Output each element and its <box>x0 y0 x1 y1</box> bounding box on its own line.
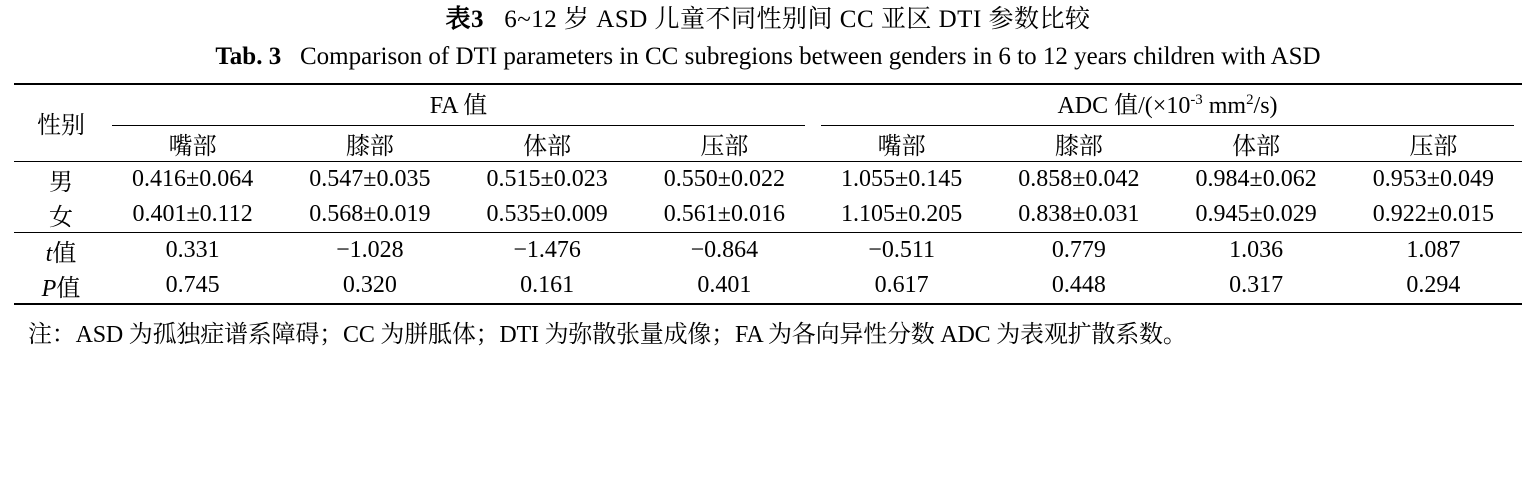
data-table <box>14 83 1522 305</box>
cell-p-adc-rostrum: 0.617 <box>813 268 990 304</box>
sub-header-adc-splenium: 压部 <box>1409 133 1458 160</box>
cell-male-fa-genu: 0.547±0.035 <box>281 161 458 197</box>
cell-female-adc-splenium: 0.922±0.015 <box>1372 200 1494 227</box>
row-label-t-text: 值 <box>52 240 77 267</box>
cell-male-adc-body: 0.984±0.062 <box>1168 161 1345 197</box>
cell-male-adc-splenium: 0.953±0.049 <box>1345 161 1522 197</box>
cell-p-adc-splenium: 0.294 <box>1345 268 1522 304</box>
cell-male-adc-genu: 0.858±0.042 <box>990 161 1167 197</box>
cell-t-fa-genu: −1.028 <box>281 232 458 268</box>
sub-header-adc-rostrum: 嘴部 <box>877 133 926 160</box>
group-header-adc-label-a: ADC 值/(×10 <box>1057 92 1191 119</box>
caption-english-label: Tab. 3 <box>215 43 282 70</box>
cell-female-adc-rostrum: 1.105±0.205 <box>841 200 963 227</box>
table-caption <box>14 0 1522 74</box>
cell-t-adc-splenium: 1.087 <box>1345 232 1522 268</box>
cell-t-fa-splenium: −0.864 <box>636 232 813 268</box>
sub-header-fa-rostrum: 嘴部 <box>168 133 217 160</box>
cell-male-fa-body: 0.515±0.023 <box>459 161 636 197</box>
cell-male-adc-rostrum: 1.055±0.145 <box>813 161 990 197</box>
cell-female-adc-genu: 0.838±0.031 <box>1018 200 1140 227</box>
sub-header-fa-body: 体部 <box>523 133 572 160</box>
sub-header-fa-genu: 膝部 <box>345 133 394 160</box>
group-header-adc-label <box>821 85 1514 126</box>
caption-english-text: Comparison of DTI parameters in CC subregions between genders in 6 to 12 years children with ASD <box>299 43 1321 70</box>
cell-female-adc-body: 0.945±0.029 <box>1195 200 1317 227</box>
cell-p-fa-genu: 0.320 <box>281 268 458 304</box>
sub-header-row <box>14 126 1522 162</box>
cell-female-fa-body: 0.535±0.009 <box>486 200 608 227</box>
sub-header-adc-body: 体部 <box>1232 133 1281 160</box>
cell-p-fa-rostrum: 0.745 <box>104 268 281 304</box>
group-header-row <box>14 84 1522 126</box>
cell-t-fa-rostrum: 0.331 <box>104 232 281 268</box>
caption-chinese-text: 6~12 岁 ASD 儿童不同性别间 CC 亚区 DTI 参数比较 <box>504 6 1091 33</box>
table-row <box>14 232 1522 268</box>
group-header-fa-label: FA 值 <box>112 85 805 126</box>
group-header-adc <box>813 84 1522 126</box>
caption-english <box>14 36 1522 74</box>
table-footnote: 注：ASD 为孤独症谱系障碍；CC 为胼胝体；DTI 为弥散张量成像；FA 为各向异性分数 ADC 为表观扩散系数。 <box>28 321 1187 348</box>
row-label-male: 男 <box>14 161 104 197</box>
cell-t-adc-body: 1.036 <box>1168 232 1345 268</box>
group-header-adc-sup-b: 2 <box>1246 91 1254 108</box>
row-label-p-symbol: P <box>41 275 57 302</box>
cell-p-adc-body: 0.317 <box>1168 268 1345 304</box>
group-header-adc-label-c: /s) <box>1253 92 1278 119</box>
row-label-t-symbol: t <box>45 240 53 267</box>
group-header-adc-sup-a: -3 <box>1190 91 1203 108</box>
cell-p-fa-splenium: 0.401 <box>636 268 813 304</box>
row-label-p <box>14 268 104 304</box>
cell-p-adc-genu: 0.448 <box>990 268 1167 304</box>
cell-male-fa-splenium: 0.550±0.022 <box>636 161 813 197</box>
row-header-label: 性别 <box>14 84 104 162</box>
sub-header-adc-genu: 膝部 <box>1054 133 1103 160</box>
cell-t-fa-body: −1.476 <box>459 232 636 268</box>
cell-female-fa-genu: 0.568±0.019 <box>309 200 431 227</box>
row-label-female: 女 <box>49 204 73 231</box>
cell-p-fa-body: 0.161 <box>459 268 636 304</box>
group-header-fa <box>104 84 813 126</box>
cell-t-adc-rostrum: −0.511 <box>813 232 990 268</box>
caption-chinese-label: 表3 <box>445 6 484 33</box>
sub-header-fa-splenium: 压部 <box>700 133 749 160</box>
caption-chinese <box>14 0 1522 36</box>
cell-t-adc-genu: 0.779 <box>990 232 1167 268</box>
row-label-p-text: 值 <box>56 275 81 302</box>
table-row <box>14 268 1522 304</box>
row-label-t <box>14 232 104 268</box>
group-header-adc-label-b: mm <box>1202 92 1247 119</box>
cell-male-fa-rostrum: 0.416±0.064 <box>104 161 281 197</box>
table-row <box>14 197 1522 233</box>
cell-female-fa-rostrum: 0.401±0.112 <box>132 200 253 227</box>
table-row <box>14 161 1522 197</box>
cell-female-fa-splenium: 0.561±0.016 <box>663 200 785 227</box>
